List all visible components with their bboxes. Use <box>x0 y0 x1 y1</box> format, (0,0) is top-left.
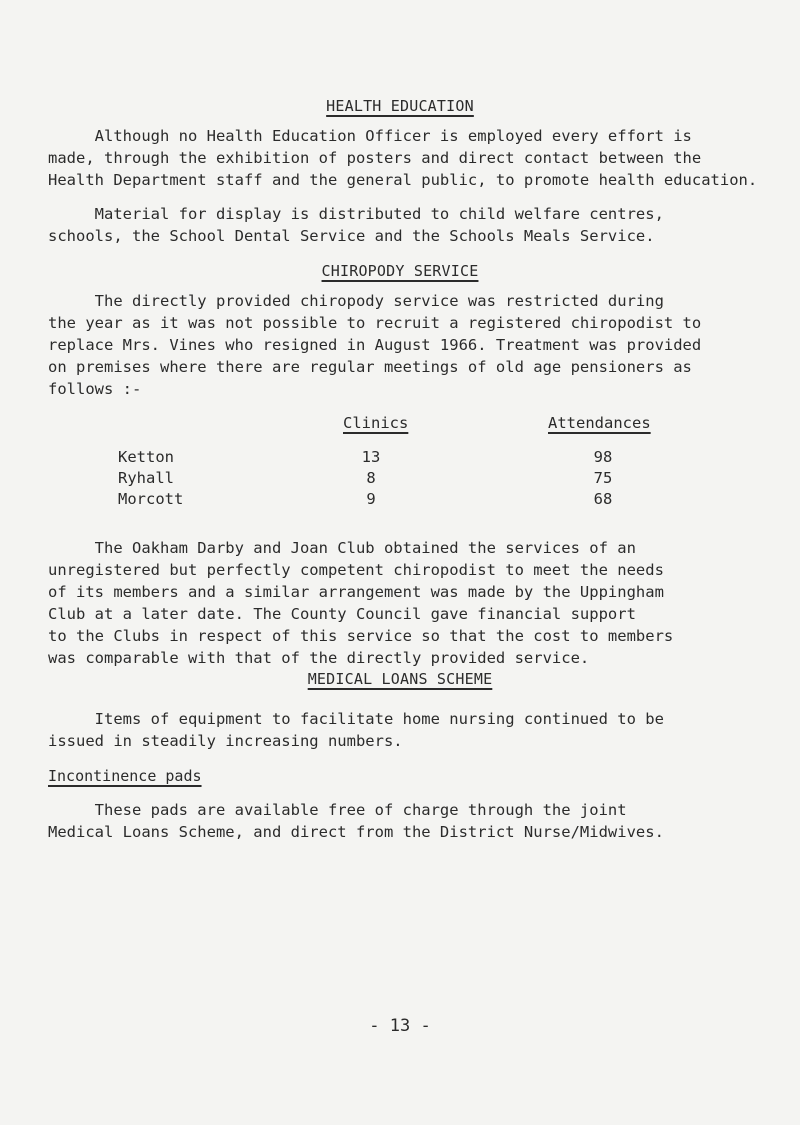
chiropody-paragraph-1: The directly provided chiropody service was restricted during the year as it was not possible to recruit a registered chiropodist to replace Mrs. Vines who resigned in August 1966. Treatment was provided on premises where there are regular meetings of old age pensioners as follows :- <box>48 292 702 398</box>
attendances-cell: 75 <box>593 469 613 487</box>
medical-loans-heading: MEDICAL LOANS SCHEME <box>307 670 493 688</box>
health-education-heading: HEALTH EDUCATION <box>326 97 474 115</box>
place-cell: Morcott <box>118 490 184 508</box>
place-cell: Ryhall <box>118 469 174 487</box>
incontinence-pads-subheading: Incontinence pads <box>48 767 202 785</box>
chiropody-service-heading: CHIROPODY SERVICE <box>321 262 479 280</box>
chiropody-paragraph-2: The Oakham Darby and Joan Club obtained the services of an unregistered but perfectly competent chiropodist to meet the needs of its members and a similar arrangement was made by the Uppingham Club at a later date. The County Council gave financial support to the Clubs in respect of this service so that the cost to members was comparable with that of the directly provided service. <box>48 539 674 667</box>
table-row <box>48 488 768 510</box>
clinics-cell: 9 <box>366 490 376 508</box>
clinics-cell: 8 <box>366 469 376 487</box>
page-number: - 13 - <box>369 1016 431 1036</box>
health-education-paragraph-1: Although no Health Education Officer is employed every effort is made, through the exhibition of posters and direct contact between the Health Department staff and the general public, to promote health education. <box>48 127 758 189</box>
medical-loans-paragraph-1: Items of equipment to facilitate home nursing continued to be issued in steadily increasing numbers. <box>48 710 664 750</box>
incontinence-pads-paragraph: These pads are available free of charge through the joint Medical Loans Scheme, and direct from the District Nurse/Midwives. <box>48 801 664 841</box>
chiropody-clinics-table <box>48 412 768 522</box>
attendances-column-header: Attendances <box>548 414 651 432</box>
attendances-cell: 68 <box>593 490 613 508</box>
clinics-cell: 13 <box>361 448 381 466</box>
table-row <box>48 467 768 489</box>
health-education-paragraph-2: Material for display is distributed to child welfare centres, schools, the School Dental Service and the Schools Meals Service. <box>48 205 664 245</box>
place-cell: Ketton <box>118 448 174 466</box>
attendances-cell: 98 <box>593 448 613 466</box>
clinics-column-header: Clinics <box>343 414 409 432</box>
table-row <box>48 446 768 468</box>
